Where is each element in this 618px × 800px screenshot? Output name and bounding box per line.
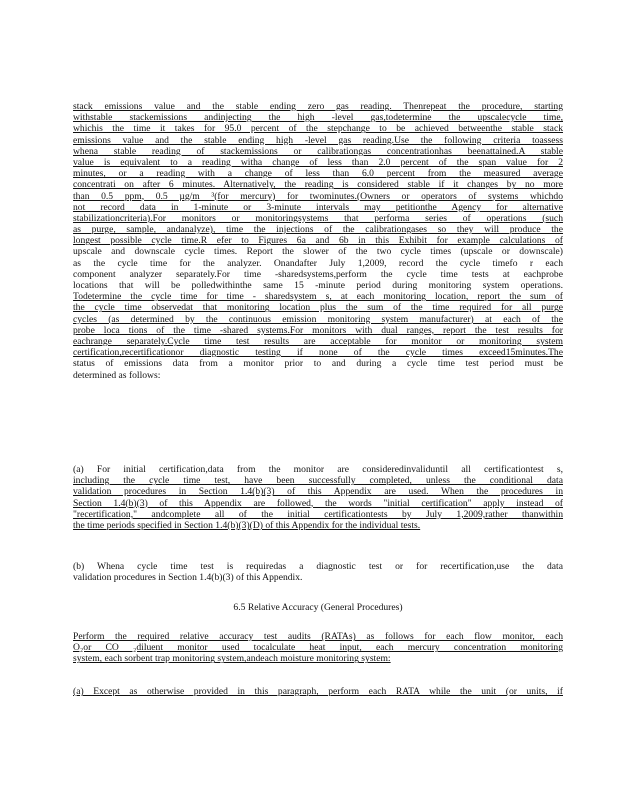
paragraph-initial-certification bbox=[73, 464, 563, 531]
text-line: including the cycle time test, have been successfully completed, unless the conditional data bbox=[73, 475, 563, 487]
text-line: "recertification," andcomplete all of the initial certificationtests by July 1,2009,rather thanwithin bbox=[73, 508, 563, 520]
text-line: locations that will be polledwithinthe same 15 -minute period during monitoring system operations. bbox=[73, 280, 563, 291]
text-line: the cycle time observedat that monitoring location plus the sum of the time required for all purge bbox=[73, 302, 563, 314]
text-line: determined as follows: bbox=[73, 369, 161, 381]
text-line: longest possible cycle time.R efer to Figures 6a and 6b in this Exhibit for example calculations of bbox=[73, 235, 563, 247]
text-line: Todetermine the cycle time for time - sharedsystem s, at each monitoring location, report the sum of bbox=[73, 291, 563, 303]
text-line: as the cycle time for the analyzer. Onandafter July 1,2009, record the cycle timefo r each bbox=[73, 257, 563, 269]
text-line: withstable stackemissions andinjecting the high -level gas,todetermine the upscalecycle time, bbox=[73, 112, 563, 124]
text-line: concentrati on after 6 minutes. Alternatively, the reading is considered stable if it changes by no more bbox=[73, 179, 563, 191]
text-line: (b) Whena cycle time test is requiredas a diagnostic test or for recertification,use the data bbox=[73, 561, 563, 572]
text-line: eachrange separately.Cycle time test results are acceptable for monitor or monitoring system bbox=[73, 335, 563, 347]
text-line: the time periods specified in Section 1.4(b)(3)(D) of this Appendix for the individual tests. bbox=[73, 519, 421, 531]
paragraph-rata-conditions bbox=[73, 686, 563, 697]
text-line: (a) Except as otherwise provided in this paragraph, perform each RATA while the unit (or units, if bbox=[73, 686, 563, 697]
text-line: component analyzer separately.For time -sharedsystems,perform the cycle time tests at eachprobe bbox=[73, 268, 563, 280]
text-line: status of emissions data from a monitor prior to and during a cycle time test period must be bbox=[73, 358, 563, 370]
paragraph-cycle-time bbox=[73, 101, 563, 381]
text-line: cycles (as determined by the continuous emission monitoring system manufacturer) at each of the bbox=[73, 313, 563, 325]
text-line: whena stable reading of stackemissions or calibrationgas concentrationhas beenattained.A stable bbox=[73, 145, 563, 157]
text-line: emissions value and the stable ending high -level gas reading.Use the following criteria toassess bbox=[73, 134, 563, 146]
text-line: validation procedures in Section 1.4(b)(3) of this Appendix. bbox=[73, 572, 303, 584]
text-line: system, each sorbent trap monitoring system,andeach moisture monitoring system: bbox=[73, 653, 391, 665]
text-line: 6.5 Relative Accuracy (General Procedures) bbox=[233, 602, 403, 613]
text-line: whichis the time it takes for 95.0 percent of the stepchange to be achieved betweenthe stable stack bbox=[73, 123, 563, 135]
section-heading bbox=[73, 602, 563, 613]
text-line: not record data in 1-minute or 3-minute intervals may petitionthe Agency for alternative bbox=[73, 201, 563, 213]
text-line: as purge, sample, andanalyze), time the injections of the calibrationgases so they will produce the bbox=[73, 224, 563, 236]
paragraph-relative-accuracy bbox=[73, 631, 563, 665]
paragraph-diagnostic-test bbox=[73, 561, 563, 583]
text-line: O₂or CO ₂diluent monitor used tocalculate heat input, each mercury concentration monitoring bbox=[73, 642, 563, 654]
text-line: certification,recertificationor diagnostic testing if none of the cycle times exceed15minutes.The bbox=[73, 347, 563, 359]
text-line: stabilizationcriteria).For monitors or monitoringsystems that performa series of operations (such bbox=[73, 212, 563, 224]
text-line: than 0.5 ppm, 0.5 µg/m ³(for mercury) for twominutes.(Owners or operators of systems whichdo bbox=[73, 190, 563, 202]
text-line: validation procedures in Section 1.4(b)(3) of this Appendix are used. When the procedures in bbox=[73, 486, 563, 498]
text-line: upscale and downscale cycle times. Report the slower of the two cycle times (upscale or downscale) bbox=[73, 246, 563, 258]
text-line: (a) For initial certification,data from the monitor are consideredinvaliduntil all certificationtest s, bbox=[73, 464, 563, 475]
text-line: minutes, or a reading with a change of less than 6.0 percent from the measured average bbox=[73, 168, 563, 180]
text-line: Section 1.4(b)(3) of this Appendix are followed, the words "initial certification" apply instead of bbox=[73, 497, 563, 509]
text-line: probe loca tions of the time -shared systems.For monitors with dual ranges, report the test results for bbox=[73, 324, 563, 336]
text-line: Perform the required relative accuracy test audits (RATAs) as follows for each flow monitor, each bbox=[73, 631, 563, 642]
text-line: stack emissions value and the stable ending zero gas reading. Thenrepeat the procedure, starting bbox=[73, 101, 563, 112]
text-line: value is equivalent to a reading witha change of less than 2.0 percent of the span value for 2 bbox=[73, 156, 563, 168]
